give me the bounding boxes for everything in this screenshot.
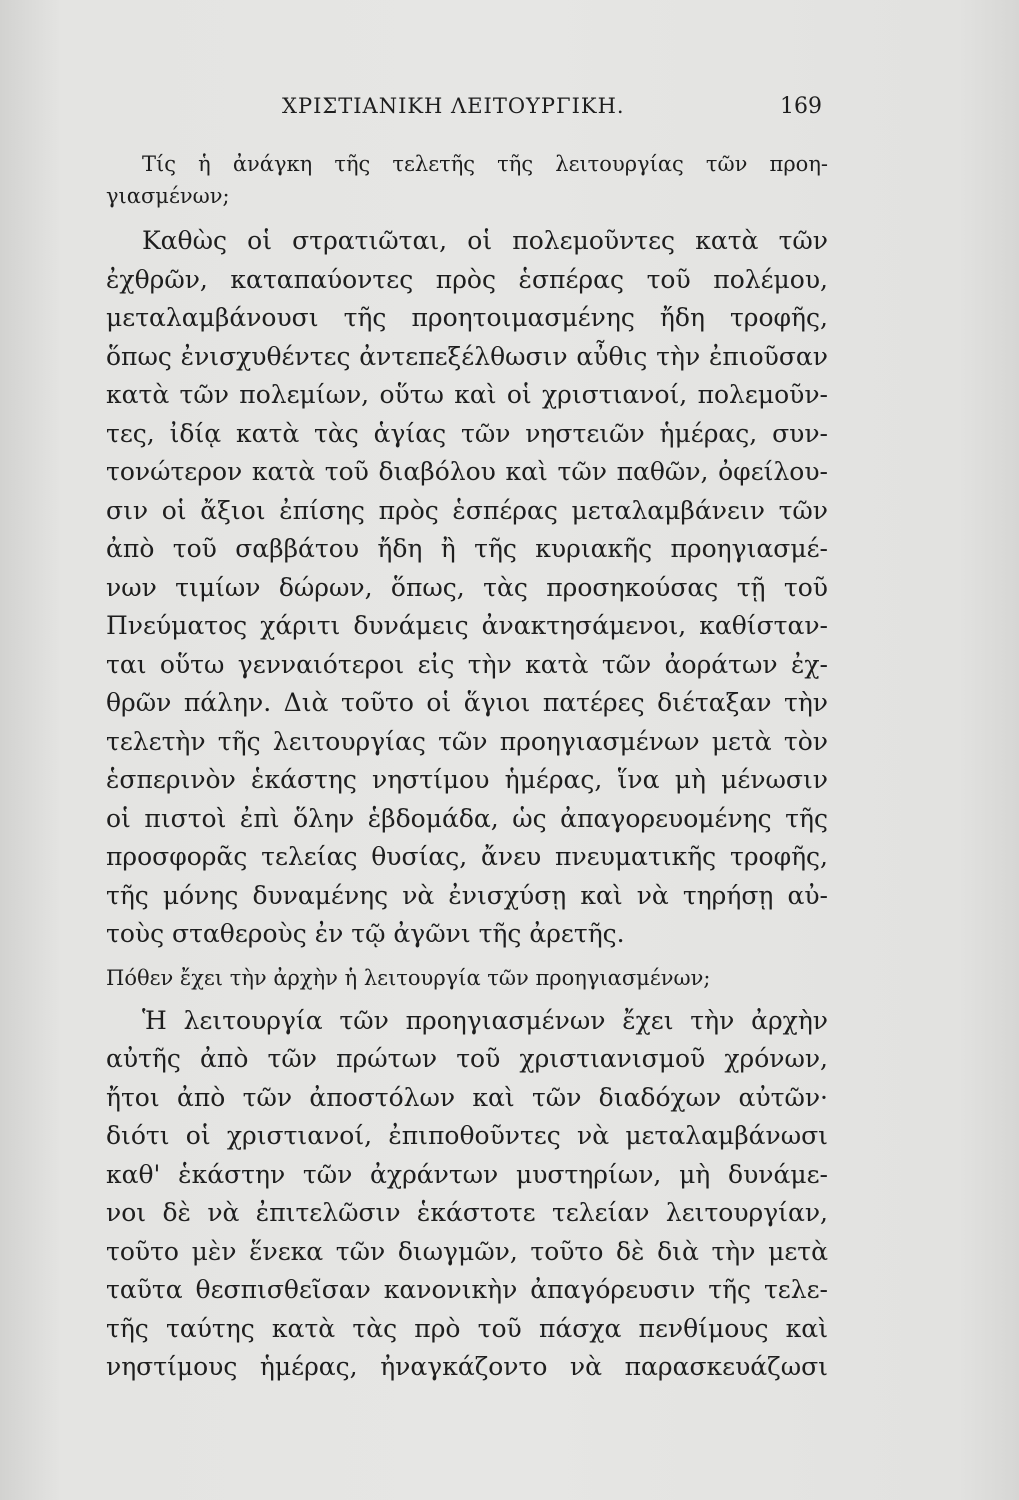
paragraph-line: προσφορᾶς τελείας θυσίας, ἄνευ πνευματικῆς τροφῆς, — [106, 842, 828, 871]
paragraph-line: ται οὕτω γενναιότεροι εἰς τὴν κατὰ τῶν ἀοράτων ἐχ- — [106, 649, 828, 679]
paragraph-line: οἱ πιστοὶ ἐπὶ ὅλην ἑβδομάδα, ὡς ἀπαγορευομένης τῆς — [106, 803, 828, 833]
paragraph-line: ἀπὸ τοῦ σαββάτου ἤδη ἢ τῆς κυριακῆς προηγιασμέ- — [106, 534, 828, 563]
paragraph-line: Πνεύματος χάριτι δυνάμεις ἀνακτησάμενοι, καθίσταν- — [106, 611, 828, 640]
paragraph-line: ἐχθρῶν, καταπαύοντες πρὸς ἑσπέρας τοῦ πολέμου, — [106, 264, 828, 294]
paragraph-line: ἤτοι ἀπὸ τῶν ἀποστόλων καὶ τῶν διαδόχων αὐτῶν· — [106, 1082, 828, 1112]
paragraph-line: αὐτῆς ἀπὸ τῶν πρώτων τοῦ χριστιανισμοῦ χρόνων, — [106, 1044, 828, 1073]
body-text — [106, 148, 828, 1387]
paragraph-line: θρῶν πάλην. Διὰ τοῦτο οἱ ἅγιοι πατέρες διέταξαν τὴν — [106, 688, 828, 717]
paragraph-line: νηστίμους ἡμέρας, ἠναγκάζοντο νὰ παρασκευάζωσι — [106, 1352, 828, 1381]
paragraph-line: τες, ἰδίᾳ κατὰ τὰς ἁγίας τῶν νηστειῶν ἡμέρας, συν- — [106, 418, 828, 448]
paragraph-line: τοῦτο μὲν ἕνεκα τῶν διωγμῶν, τοῦτο δὲ διὰ τὴν μετὰ — [106, 1236, 828, 1266]
paragraph-line: διότι οἱ χριστιανοί, ἐπιποθοῦντες νὰ μεταλαμβάνωσι — [106, 1121, 828, 1150]
paragraph-line: τονώτερον κατὰ τοῦ διαβόλου καὶ τῶν παθῶν, ὀφείλου- — [106, 457, 828, 486]
page-number: 169 — [780, 94, 822, 119]
paragraph-line: μεταλαμβάνουσι τῆς προητοιμασμένης ἤδη τροφῆς, — [106, 303, 828, 332]
paragraph-line: νων τιμίων δώρων, ὅπως, τὰς προσηκούσας τῇ τοῦ — [106, 572, 828, 602]
paragraph-line: τῆς μόνης δυναμένης νὰ ἐνισχύσῃ καὶ νὰ τηρήσῃ αὐ- — [106, 880, 828, 910]
question-line: Πόθεν ἔχει τὴν ἀρχὴν ἡ λειτουργία τῶν προηγιασμένων; — [106, 965, 711, 990]
question-line: γιασμένων; — [106, 184, 230, 208]
running-head — [282, 94, 822, 128]
question-line: Τίς ἡ ἀνάγκη τῆς τελετῆς τῆς λειτουργίας τῶν προη- — [142, 152, 828, 176]
paragraph-line: τοὺς σταθεροὺς ἐν τῷ ἀγῶνι τῆς ἀρετῆς. — [106, 919, 625, 948]
paragraph-line: τῆς ταύτης κατὰ τὰς πρὸ τοῦ πάσχα πενθίμους καὶ — [106, 1313, 828, 1343]
paragraph-line: Ἡ λειτουργία τῶν προηγιασμένων ἔχει τὴν ἀρχὴν — [142, 1005, 828, 1035]
running-title: ΧΡΙΣΤΙΑΝΙΚΗ ΛΕΙΤΟΥΡΓΙΚΗ. — [282, 94, 625, 118]
paragraph-line: ἑσπερινὸν ἑκάστης νηστίμου ἡμέρας, ἵνα μὴ μένωσιν — [106, 765, 828, 794]
paragraph-line: σιν οἱ ἄξιοι ἐπίσης πρὸς ἑσπέρας μεταλαμβάνειν τῶν — [106, 495, 828, 525]
paragraph-line: ὅπως ἐνισχυθέντες ἀντεπεξέλθωσιν αὖθις τὴν ἐπιοῦσαν — [106, 341, 828, 371]
paragraph-line: Καθὼς οἱ στρατιῶται, οἱ πολεμοῦντες κατὰ τῶν — [142, 226, 828, 255]
paragraph-line: ταῦτα θεσπισθεῖσαν κανονικὴν ἀπαγόρευσιν τῆς τελε- — [106, 1275, 828, 1304]
paragraph-line: νοι δὲ νὰ ἐπιτελῶσιν ἑκάστοτε τελείαν λειτουργίαν, — [106, 1198, 828, 1227]
paragraph-line: τελετὴν τῆς λειτουργίας τῶν προηγιασμένων μετὰ τὸν — [106, 726, 828, 756]
paragraph-line: καθ' ἑκάστην τῶν ἀχράντων μυστηρίων, μὴ δυνάμε- — [106, 1159, 828, 1189]
paragraph-line: κατὰ τῶν πολεμίων, οὕτω καὶ οἱ χριστιανοί, πολεμοῦν- — [106, 380, 828, 409]
